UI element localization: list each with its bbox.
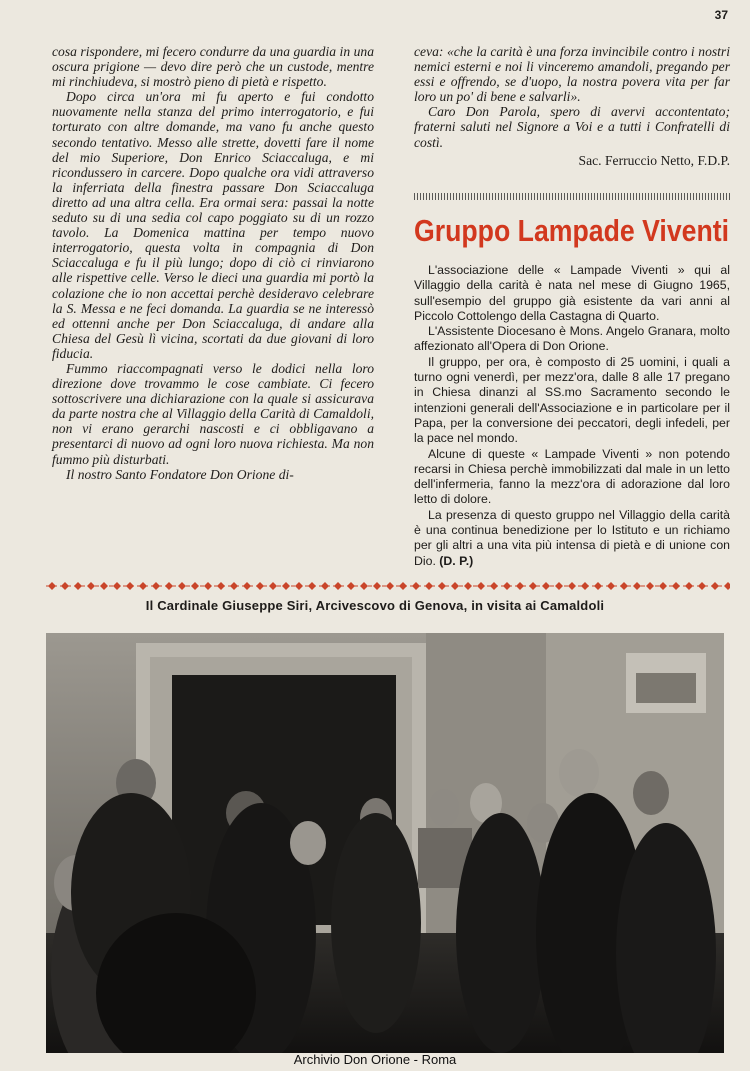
border-diamond bbox=[204, 582, 212, 590]
archive-watermark: Archivio Don Orione - Roma bbox=[293, 1052, 457, 1067]
section-paragraph-4: Alcune di queste « Lampade Viventi » non potendo recarsi in Chiesa perchè immobilizzati dal male in un letto dell'infermeria, fanno la mezz'ora di adorazione dal loro letto di dolore. bbox=[414, 446, 730, 507]
page-number: 37 bbox=[714, 8, 728, 22]
border-diamond bbox=[48, 582, 56, 590]
section-paragraph-5-text: La presenza di questo gruppo nel Villaggio della carità è una continua benedizione per lo Istituto e un richiamo per gli altri a una vita più intensa di pietà e di unione con Dio. bbox=[414, 507, 730, 568]
border-diamond bbox=[477, 582, 485, 590]
border-diamond bbox=[516, 582, 524, 590]
border-diamond bbox=[282, 582, 290, 590]
border-diamond bbox=[399, 582, 407, 590]
border-diamond bbox=[87, 582, 95, 590]
border-diamond bbox=[126, 582, 134, 590]
border-diamond bbox=[568, 582, 576, 590]
border-diamond bbox=[295, 582, 303, 590]
border-diamond bbox=[165, 582, 173, 590]
border-diamond bbox=[360, 582, 368, 590]
border-diamond bbox=[490, 582, 498, 590]
border-diamond bbox=[646, 582, 654, 590]
border-diamond bbox=[191, 582, 199, 590]
border-diamond bbox=[308, 582, 316, 590]
border-diamond bbox=[100, 582, 108, 590]
section-signature: (D. P.) bbox=[439, 553, 474, 568]
left-column-text bbox=[52, 44, 374, 482]
border-diamond bbox=[542, 582, 550, 590]
border-diamond bbox=[386, 582, 394, 590]
left-paragraph-4: Il nostro Santo Fondatore Don Orione di- bbox=[66, 466, 294, 482]
border-diamond bbox=[529, 582, 537, 590]
border-diamond bbox=[633, 582, 641, 590]
border-diamond bbox=[503, 582, 511, 590]
section-title: Gruppo Lampade Viventi bbox=[414, 213, 730, 248]
section-paragraph-3: Il gruppo, per ora, è composto di 25 uomini, i quali a turno ogni venerdì, per mezz'ora, dalle 8 alle 17 pregano in Chiesa dinanzi al SS.mo Sacramento secondo le intenzioni generali dell'Associazione e in particolare per il Papa, per la conversione dei peccatori, degli infedeli, per la pace nel mondo. bbox=[414, 354, 730, 446]
border-diamond bbox=[139, 582, 147, 590]
border-diamond bbox=[464, 582, 472, 590]
border-diamond bbox=[555, 582, 563, 590]
left-paragraph-3: Fummo riaccompagnati verso le dodici nella loro direzione dove trovammo le cose cambiate. Ci fecero sottoscrivere una dichiarazione con la quale si assicurava da parte nostra che al Villaggio della Carità di Camaldoli, non vi erano gerarchi nascosti e ci obbligavano a presentarci di nuovo ad ogni loro nuova richiesta. Ma non fummo più disturbati. bbox=[52, 360, 374, 467]
border-diamond bbox=[178, 582, 186, 590]
border-diamond bbox=[451, 582, 459, 590]
letter-conclusion bbox=[414, 44, 730, 168]
border-diamond bbox=[256, 582, 264, 590]
border-diamond bbox=[321, 582, 329, 590]
border-diamond bbox=[113, 582, 121, 590]
border-diamond bbox=[672, 582, 680, 590]
border-diamond bbox=[711, 582, 719, 590]
border-diamond bbox=[620, 582, 628, 590]
left-paragraph-1: cosa rispondere, mi fecero condurre da una guardia in una oscura prigione — devo dire però che un custode, mentre mi rinchiudeva, si mostrò pieno di pietà e rispetto. bbox=[52, 44, 374, 90]
photo-caption: Il Cardinale Giuseppe Siri, Arcivescovo di Genova, in visita ai Camaldoli bbox=[145, 598, 605, 613]
border-diamond bbox=[685, 582, 693, 590]
section-paragraph-2: L'Assistente Diocesano è Mons. Angelo Granara, molto affezionato all'Opera di Don Orione. bbox=[414, 324, 730, 354]
section-paragraph-5 bbox=[414, 508, 730, 569]
letter-paragraph-2: Caro Don Parola, spero di avervi accontentato; fraterni saluti nel Signore a Voi e a tutti i Confratelli di costì. bbox=[414, 104, 730, 150]
decorative-border bbox=[46, 580, 730, 592]
border-diamond bbox=[581, 582, 589, 590]
border-diamond bbox=[152, 582, 160, 590]
border-diamond bbox=[243, 582, 251, 590]
letter-signature: Sac. Ferruccio Netto, F.D.P. bbox=[578, 152, 730, 168]
border-diamond bbox=[74, 582, 82, 590]
event-photograph bbox=[46, 633, 724, 1053]
border-diamond bbox=[594, 582, 602, 590]
border-diamond bbox=[217, 582, 225, 590]
border-diamond bbox=[412, 582, 420, 590]
section-paragraph-1: L'associazione delle « Lampade Viventi » qui al Villaggio della carità è nata nel mese di Giugno 1965, sull'esempio del gruppo già esistente da vari anni al Piccolo Cottolengo della Castagna di Quarto. bbox=[414, 263, 730, 323]
border-diamond bbox=[698, 582, 706, 590]
border-diamond bbox=[61, 582, 69, 590]
border-diamond bbox=[373, 582, 381, 590]
border-diamond bbox=[724, 582, 730, 590]
border-diamond bbox=[659, 582, 667, 590]
border-diamond bbox=[347, 582, 355, 590]
border-diamond bbox=[438, 582, 446, 590]
section-separator bbox=[414, 193, 730, 200]
left-paragraph-2: Dopo circa un'ora mi fu aperto e fui condotto nuovamente nella stanza del primo interrogatorio, e fui torturato con altre domande, ma vano fu anche questo secondo tentativo. Messo alle strette, dovetti fare il nome del mio Superiore, Don Enrico Sciaccaluga, e mi ricondussero in carcere. Dopo qualche ora vidi attraverso la inferriata della finestra passare Don Sciaccaluga diretto ad una altra cella. Era ormai sera: passai la notte seduto su di una sedia col capo poggiato su di un rozzo tavolo. La Domenica mattina per tempo nuovo interrogatorio, questa volta in compagnia di Don Sciaccaluga e fu il più lungo; dopo di ciò ci rinviarono alle rispettive celle. Verso le dieci una guardia mi portò la colazione che io non accettai perchè desideravo celebrare la S. Messa e ne feci domanda. La guardia se ne interessò ed ottenni anche per Don Sciaccaluga, di andare alla Chiesa del Gesù lì vicina, scortati da due giovani di loro fiducia. bbox=[52, 89, 374, 361]
border-diamond bbox=[425, 582, 433, 590]
section-body bbox=[414, 263, 730, 569]
border-diamond bbox=[334, 582, 342, 590]
letter-paragraph-1: ceva: «che la carità è una forza invincibile contro i nostri nemici esterni e noi li vinceremo amandoli, pregando per essi e offrendo, se d'uopo, la nostra povera vita per far loro un po' di bene e salvarli». bbox=[414, 44, 730, 105]
border-diamond bbox=[269, 582, 277, 590]
border-diamond bbox=[607, 582, 615, 590]
border-diamond bbox=[230, 582, 238, 590]
